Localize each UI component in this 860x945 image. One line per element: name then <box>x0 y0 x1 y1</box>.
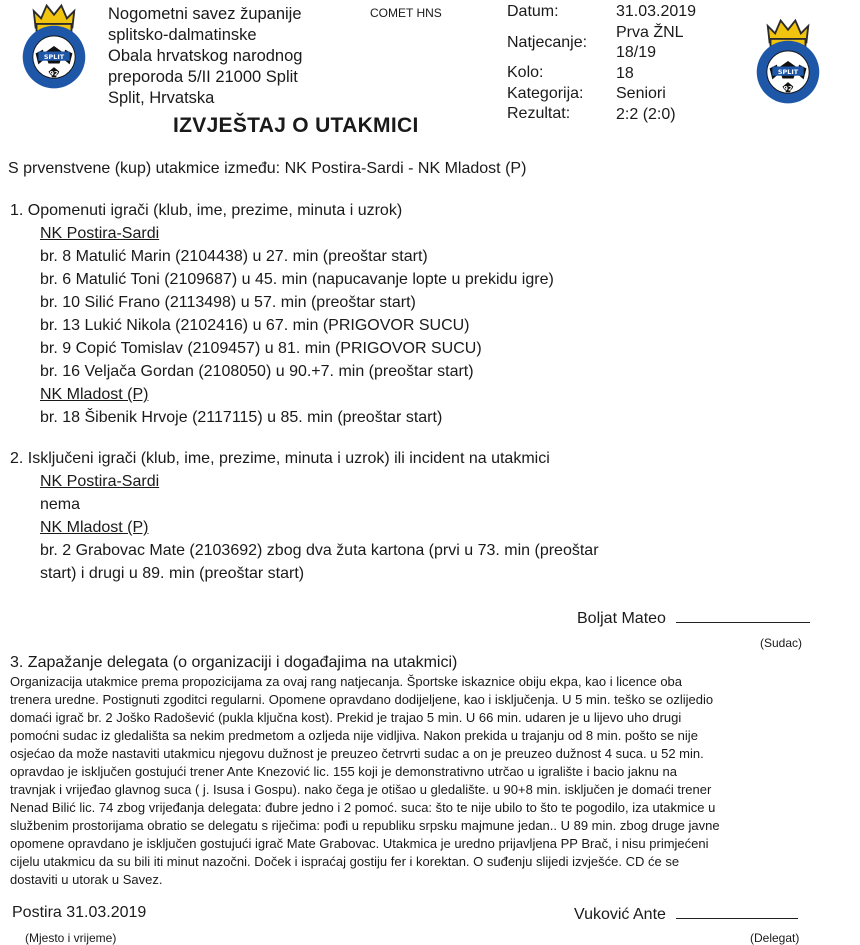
signature-line <box>676 904 798 919</box>
match-meta-values <box>616 2 696 125</box>
cautioned-player-row: br. 6 Matulić Toni (2109687) u 45. min (napucavanje lopte u prekidu igre) <box>40 271 554 288</box>
cautioned-player-row: br. 13 Lukić Nikola (2102416) u 67. min (PRIGOVOR SUCU) <box>40 317 470 334</box>
organization-address <box>108 4 302 109</box>
datum-label: Datum: <box>507 3 559 20</box>
logo-word: SPLIT <box>777 67 799 76</box>
referee-signature <box>577 608 810 628</box>
delegate-observations-text <box>10 673 830 889</box>
observation-line: opomene opravdano je isključen gostujući igrač Mate Grabovac. Utakmica je uredno prijavljena PP Brač, i nisu primjećeni <box>10 836 709 851</box>
org-address-line-1: Obala hrvatskog narodnog <box>108 47 303 65</box>
section-sent-off-players <box>10 447 599 585</box>
observation-line: cijelu utakmicu da su bili iti minut nazočni. Doček i ispraćaj gostiju fer i korektan. O suđenju slijedi izvješće. CD će se <box>10 854 680 869</box>
observation-line: Organizacija utakmice prema propozicijama za ovaj rang natjecanja. Športske iskaznice obiju ekpa, kao i licence oba <box>10 674 683 689</box>
kategorija-label: Kategorija: <box>507 84 584 102</box>
cautioned-player-row: br. 10 Silić Frano (2113498) u 57. min (preoštar start) <box>40 294 416 311</box>
cautioned-player-row: br. 9 Copić Tomislav (2109457) u 81. min (PRIGOVOR SUCU) <box>40 340 482 357</box>
logo-year: 1920 <box>45 69 63 78</box>
section-2-heading: 2. Isključeni igrači (klub, ime, prezime, minuta i uzrok) ili incident na utakmici <box>10 450 550 467</box>
observation-line: opravdao je isključen gostujući trener Ante Knezović lic. 155 koji je demonstrativno utrčao u igralište i bacio jaknu na <box>10 764 677 779</box>
kolo-value: 18 <box>616 64 634 82</box>
system-label: COMET HNS <box>370 6 442 20</box>
logo-word: SPLIT <box>43 52 65 61</box>
referee-name: Boljat Mateo <box>577 610 666 627</box>
club-away-name: NK Mladost (P) <box>40 386 149 403</box>
place-and-date-label: (Mjesto i vrijeme) <box>25 931 117 945</box>
section-3-heading: 3. Zapažanje delegata (o organizaciji i događajima na utakmici) <box>10 654 458 671</box>
org-name-line-2: splitsko-dalmatinske <box>108 26 257 44</box>
observation-line: osjećao da može nastaviti utakmicu njegovu dužnost je preuzeo četrvrti sudac a on je preuzeo dužnost 4 suca. u 52 min. <box>10 746 704 761</box>
observation-line: dostaviti u utorak u Savez. <box>10 872 163 887</box>
section-1-heading: 1. Opomenuti igrači (klub, ime, prezime, minuta i uzrok) <box>10 202 403 219</box>
org-name-line-1: Nogometni savez županije <box>108 5 302 23</box>
datum-value: 31.03.2019 <box>616 3 697 20</box>
rezultat-label: Rezultat: <box>507 105 571 122</box>
referee-role: (Sudac) <box>760 636 803 650</box>
observation-line: službenim prostorijama obratio se delegatu s riječima: pođi u republiku srpsku majmune jedan.. U 89 min. zbog druge javne <box>10 818 720 833</box>
cautioned-player-row: br. 8 Matulić Marin (2104438) u 27. min (preoštar start) <box>40 248 428 265</box>
cautioned-player-row: br. 16 Veljača Gordan (2108050) u 90.+7. min (preoštar start) <box>40 363 474 380</box>
page-title: IZVJEŠTAJ O UTAKMICI <box>173 114 419 137</box>
observation-line: trenera uredne. Postignuti zgoditci regularni. Opomene opravdano dodijeljene, kao i isključenja. U 5 min. teško se ozlijedio <box>10 692 714 707</box>
club-home-name: NK Postira-Sardi <box>40 473 160 490</box>
signature-line <box>676 608 810 623</box>
season-value: 18/19 <box>616 44 657 61</box>
delegate-name: Vuković Ante <box>574 906 666 923</box>
sent-off-none: nema <box>40 496 81 513</box>
org-address-line-3: Split, Hrvatska <box>108 89 215 107</box>
observation-line: travnjak i vrijeđao glavnog suca ( j. Isusa i Gospu). nako čega je otišao u gledalište. u 90+8 min. isključen je domaći trener <box>10 782 712 797</box>
section-cautioned-players <box>10 199 554 429</box>
logo-year: 1920 <box>779 84 797 93</box>
natjecanje-label: Natjecanje: <box>507 33 588 51</box>
club-home-name: NK Postira-Sardi <box>40 225 160 242</box>
place-and-date: Postira 31.03.2019 <box>12 904 147 921</box>
federation-logo-right <box>742 15 834 107</box>
club-away-name: NK Mladost (P) <box>40 519 149 536</box>
delegate-signature <box>574 904 798 924</box>
delegate-role: (Delegat) <box>750 931 800 945</box>
natjecanje-value: Prva ŽNL <box>616 23 684 41</box>
rezultat-value: 2:2 (2:0) <box>616 105 676 123</box>
match-teams-line: S prvenstvene (kup) utakmice između: NK Postira-Sardi - NK Mladost (P) <box>8 160 527 177</box>
observation-line: pomoćni sudac iz gledališta sa nekim predmetom a ozljeda nije vidljiva. Nakon prekida u trajanju od 8 min. pošto se nije <box>10 728 698 743</box>
sent-off-player-row-cont: start) i drugi u 89. min (preoštar start) <box>40 565 305 582</box>
observation-line: domaći igrač br. 2 Joško Radošević (pukla ključna kost). Prekid je trajao 5 min. U 66 min. udaren je u lijevo uho drugi <box>10 710 682 725</box>
sent-off-player-row: br. 2 Grabovac Mate (2103692) zbog dva žuta kartona (prvi u 73. min (preoštar <box>40 542 599 559</box>
kategorija-value: Seniori <box>616 85 666 102</box>
section-delegate-observations <box>10 653 830 889</box>
match-meta-labels <box>507 2 587 125</box>
org-address-line-2: preporoda 5/II 21000 Split <box>108 68 298 86</box>
cautioned-player-row: br. 18 Šibenik Hrvoje (2117115) u 85. min (preoštar start) <box>40 409 443 426</box>
federation-logo-left <box>8 0 100 92</box>
observation-line: Nenad Bilić lic. 74 zbog vrijeđanja delegata: đubre jedno i 2 pomoć. suca: što te nije ubilo to što te pogodilo, iza utakmice u <box>10 800 716 815</box>
kolo-label: Kolo: <box>507 64 544 81</box>
